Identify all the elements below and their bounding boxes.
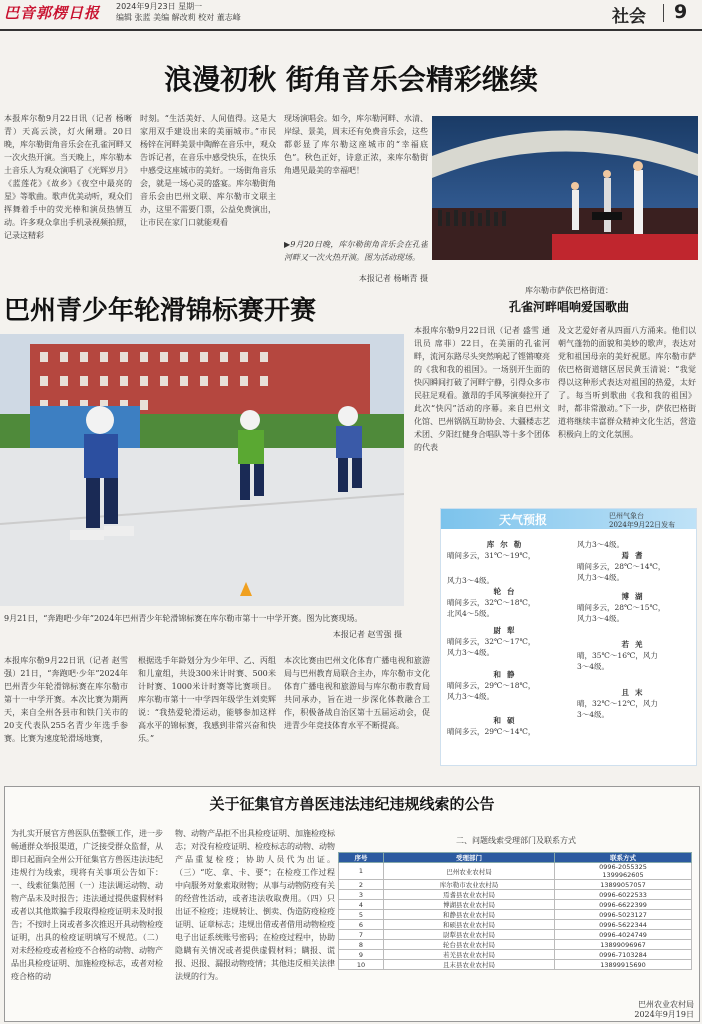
row-dept: 和硕县农业农村局 [384, 920, 555, 930]
row-contact: 0996-5023127 [555, 910, 692, 920]
col-header-contact: 联系方式 [555, 853, 692, 863]
row-dept: 巴州农业农村局 [384, 863, 555, 880]
row-contact: 13899057057 [555, 880, 692, 890]
contact-table [338, 852, 692, 970]
row-index: 2 [339, 880, 384, 890]
row-dept: 和静县农业农村局 [384, 910, 555, 920]
col-header-index: 序号 [339, 853, 384, 863]
city-wind: 风力3～4级。 [447, 576, 495, 585]
city-name: 博湖 [621, 592, 649, 601]
page-number: 9 [674, 1, 688, 23]
row-index: 10 [339, 960, 384, 970]
city-wind: 3～4级。 [577, 710, 610, 719]
article2-col2: 根据选手年龄划分为少年甲、乙、丙组和儿童组，共设300米计时赛、500米计时赛、1000米计时赛等比赛项目。库尔勒市第十一中学四年级学生刘奕辉说：“我热爱轮滑运动，能够参加这样高水平的锦标赛，我感到非常兴奋和快乐。” [138, 656, 276, 743]
row-dept: 若羌县农业农村局 [384, 950, 555, 960]
article1-col3: 现场演唱会。如今，库尔勒河畔、水清、岸绿、景美，周末还有免费音乐会，这些都彰显了库尔勒这座城市的“幸福底色”。秋色正好，诗意正浓，来库尔勒街角遇见最美的幸福吧！ [284, 114, 428, 175]
row-contact: 0996-2055325 1399962605 [555, 863, 692, 880]
weather-title: 天气预报 [499, 513, 548, 527]
table-title: 二、问题线索受理部门及联系方式 [456, 836, 576, 845]
editor-credits: 编辑 张蓝 美编 解改莉 校对 董志峰 [116, 13, 241, 22]
city-forecast: 晴，35℃～16℃，风力 [577, 651, 658, 660]
masthead-divider [663, 4, 664, 22]
city-name: 且末 [621, 688, 649, 697]
signoff-date: 2024年9月19日 [634, 1010, 694, 1019]
table-row [339, 890, 692, 900]
table-row [339, 950, 692, 960]
row-dept: 焉耆县农业农村局 [384, 890, 555, 900]
table-row [339, 910, 692, 920]
row-dept: 尉犁县农业农村局 [384, 930, 555, 940]
row-contact: 0996-4024749 [555, 930, 692, 940]
article1-caption: ▶9月20日晚，库尔勒街角音乐会在孔雀河畔又一次火热开演。图为活动现场。 [284, 240, 428, 262]
row-contact: 0996-5622344 [555, 920, 692, 930]
city-wind: 风力3～4级。 [447, 692, 495, 701]
weather-city [577, 639, 693, 672]
row-contact: 0996-7103284 [555, 950, 692, 960]
article2-col3: 本次比赛由巴州文化体育广播电视和旅游局与巴州教育局联合主办，库尔勒市文化体育广播电视和旅游局与库尔勒市教育局共同承办，旨在进一步深化体教融合工作，积极备战自治区第十五届运动会，促进青少年竞技体育水平不断提高。 [284, 656, 430, 730]
row-dept: 且末县农业农村局 [384, 960, 555, 970]
masthead-info [116, 1, 241, 23]
row-contact: 13899915690 [555, 960, 692, 970]
city-forecast: 晴间多云，32℃～17℃， [447, 637, 536, 646]
row-index: 9 [339, 950, 384, 960]
weather-forecast-box [440, 508, 697, 766]
weather-city [447, 575, 567, 619]
notice-col2: 物、动物产品拒不出具检疫证明、加施检疫标志；对没有检疫证明、检疫标志的动物、动物产品重复检疫；协助人员代为出证。（三）“吃、拿、卡、要”；在检疫工作过程中向服务对象索取财物；从事与动物防疫有关的经营性活动，或者违法收取费用。（四）只出证不检疫；违规转让、倒卖、伪造防疫检疫证明、证章标志；违规出借或者借用动物检疫电子出证系统账号密码；在检疫过程中，协助隐瞒有关情况或者提供虚假材料；瞒报、谎报、迟报、漏报动物疫情；其他违反相关法律法规的行为。 [175, 829, 335, 981]
newspaper-logo: 巴音郭楞日报 [4, 4, 101, 22]
city-name: 库尔勒 [486, 540, 528, 549]
city-wind: 风力3～4级。 [577, 573, 625, 582]
row-index: 6 [339, 920, 384, 930]
city-name: 和硕 [493, 716, 521, 725]
article1-col1: 本报库尔勒9月22日讯（记者 杨晰青）天高云淡，灯火阑珊。20日晚，库尔勒街角音乐会在孔雀河畔又一次火热开演。当天晚上，库尔勒本土音乐人为观众演唱了《光辉岁月》《蓝莲花》《故乡》《夜空中最亮的星》等歌曲。歌声优美动听，观众们挥舞着手中的荧光棒和演员热情互动。许多观众拿出手机录视频拍照，记录这精彩 [4, 114, 132, 240]
col-header-dept: 受理部门 [384, 853, 555, 863]
weather-source [609, 512, 675, 530]
row-contact: 13899096967 [555, 940, 692, 950]
article3-col1: 本报库尔勒9月22日讯（记者 盛雪 通讯员 席菲）22日，在美丽的孔雀河畔，流河东路尽头突然响起了铿锵嘹亮的《我和我的祖国》。一场别开生面的快闪瞬间打破了河畔宁静，引得众多市民驻足观看。激昂的手风琴演奏拉开了此次“快闪”活动的序幕。来自巴州文化馆、巴州锅锅互助协会、大疆楼志艺术团、夕阳红健身合唱队等十多个团体的代表 [414, 326, 550, 452]
city-wind: 风力3～4级。 [577, 614, 625, 623]
city-forecast: 晴间多云，32℃～18℃， [447, 598, 536, 607]
weather-station: 巴州气象台 [609, 512, 644, 520]
weather-city [577, 539, 693, 583]
row-index: 4 [339, 900, 384, 910]
row-dept: 博湖县农业农村局 [384, 900, 555, 910]
table-row [339, 930, 692, 940]
city-name: 轮台 [493, 587, 521, 596]
table-row [339, 920, 692, 930]
weather-city [447, 539, 567, 561]
article2-caption: 9月21日，“奔跑吧·少年”2024年巴州青少年轮滑锦标赛在库尔勒市第十一中学开赛。图为比赛现场。 [4, 614, 363, 623]
skating-scene [0, 334, 404, 606]
weather-city [577, 687, 693, 720]
article3-kicker: 库尔勒市萨依巴格街道： [525, 286, 613, 295]
row-index: 5 [339, 910, 384, 920]
issue-date: 2024年9月23日 星期一 [116, 2, 203, 11]
notice-signoff [580, 1000, 694, 1020]
city-forecast: 晴间多云，29℃～18℃， [447, 681, 536, 690]
row-index: 7 [339, 930, 384, 940]
city-name: 焉耆 [621, 551, 649, 560]
row-contact: 0996-6022533 [555, 890, 692, 900]
article1-byline: 本报记者 杨晰青 摄 [358, 274, 428, 283]
article3-col2: 及文艺爱好者从四面八方涌来。他们以朝气蓬勃的面貌和美妙的歌声，表达对党和祖国母亲的美好祝愿。库尔勒市萨依巴格街道辖区居民黄玉清说：“我觉得以这种形式表达对祖国的热爱，太好了。每当听到歌曲《我和我的祖国》时，都非常激动。”下一步，萨依巴格街道将继续丰富群众精神文化生活，营造积极向上的文化氛围。 [558, 326, 696, 439]
concert-scene [432, 116, 698, 260]
city-wind: 北风4～5级。 [447, 609, 495, 618]
city-forecast: 晴间多云，28℃～15℃， [577, 603, 666, 612]
city-forecast: 晴间多云，29℃～14℃， [447, 727, 536, 736]
city-forecast: 晴间多云，31℃～19℃， [447, 551, 536, 560]
table-row [339, 880, 692, 890]
table-header-row [339, 853, 692, 863]
city-wind: 风力3～4级。 [577, 540, 625, 549]
concert-photo [432, 116, 698, 260]
city-name: 若羌 [621, 640, 649, 649]
skating-photo [0, 334, 404, 606]
row-index: 3 [339, 890, 384, 900]
weather-city [447, 715, 567, 737]
article2-col1: 本报库尔勒9月22日讯（记者 赵雪强）21日，“奔跑吧·少年”2024年巴州青少年轮滑锦标赛在库尔勒市第十一中学开赛。本次比赛为期两天，来自全州各县市和铁门关市的20支代表队255名青少年选手参赛。比赛为速度轮滑场地赛， [4, 656, 128, 743]
table-row [339, 900, 692, 910]
masthead-rule [0, 29, 702, 31]
table-row [339, 940, 692, 950]
article2-headline[interactable]: 巴州青少年轮滑锦标赛开赛 [4, 296, 317, 326]
notice-title[interactable]: 关于征集官方兽医违法违纪违规线索的公告 [209, 795, 495, 813]
notice-col1: 为扎实开展官方兽医队伍整顿工作，进一步畅通群众举报渠道，广泛接受群众监督，从即日起面向全州公开征集官方兽医违法违纪违规行为线索，现将有关事项公告如下：一、线索征集范围（一）违法调运动物、动物产品未及时报告；违法通过提供虚假材料或者以其他欺骗手段取得检疫证明未及时报告；不按时上岗或者多次推迟开具动物检疫证明，出具的检疫证明填写不规范。（二）对未经检疫或者检疫不合格的动物、动物产品出具检疫证明、加施检疫标志，或者对检疫合格的动 [11, 829, 163, 981]
row-index: 8 [339, 940, 384, 950]
article1-col2: 时刻。“生活美好、人间值得。这是大家用双手建设出来的美丽城市。”市民杨锌在河畔美景中陶醉在音乐中，观众告诉记者，在音乐中感受快乐，在快乐中感受这座城市的美好。一场街角音乐会，就是一场心灵的盛宴。库尔勒街角音乐会由巴州文联、库尔勒市文联主办，这里不需要门票，公益免费演出，让市民在家门口就能观看 [140, 114, 276, 227]
city-forecast: 晴，32℃～12℃，风力 [577, 699, 658, 708]
city-forecast: 晴间多云，28℃～14℃， [577, 562, 666, 571]
row-contact: 0996-6622399 [555, 900, 692, 910]
city-name: 尉犁 [493, 626, 521, 635]
signoff-org: 巴州农业农村局 [638, 1000, 694, 1009]
row-dept: 库尔勒市农业农村局 [384, 880, 555, 890]
table-row [339, 960, 692, 970]
section-name: 社会 [612, 7, 646, 27]
weather-city [447, 669, 567, 702]
row-index: 1 [339, 863, 384, 880]
weather-city [577, 591, 693, 624]
article2-byline: 本报记者 赵雪强 摄 [332, 630, 402, 639]
weather-city [447, 625, 567, 658]
row-dept: 轮台县农业农村局 [384, 940, 555, 950]
city-wind: 3～4级。 [577, 662, 610, 671]
weather-issued: 2024年9月22日发布 [609, 521, 676, 529]
city-wind: 风力3～4级。 [447, 648, 495, 657]
table-row [339, 863, 692, 880]
city-name: 和静 [493, 670, 521, 679]
article3-title[interactable]: 孔雀河畔唱响爱国歌曲 [508, 300, 629, 314]
article1-headline[interactable]: 浪漫初秋 街角音乐会精彩继续 [164, 63, 538, 96]
